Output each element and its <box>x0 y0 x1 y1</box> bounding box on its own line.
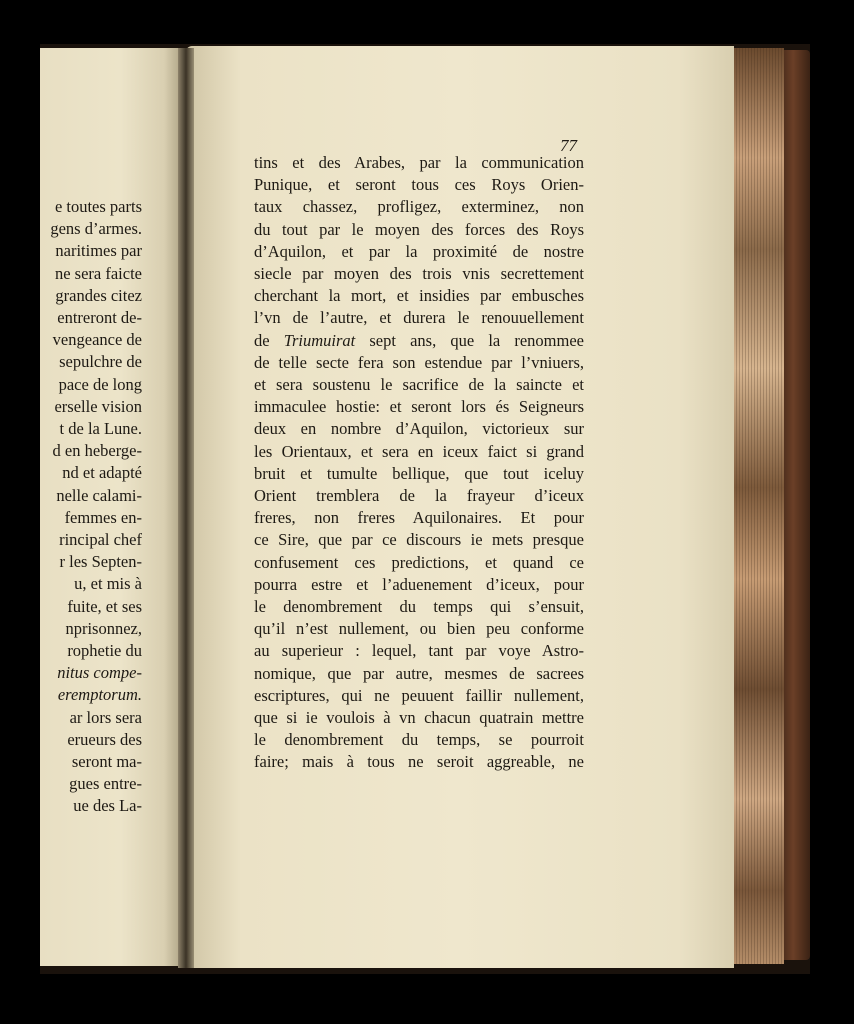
body-text-line: l’vn de l’autre, et durera le renouuellement <box>254 308 584 328</box>
left-text-line: ne sera faicte <box>54 263 142 283</box>
left-text-line: femmes en- <box>64 507 142 527</box>
body-text-line: Orient tremblera de la frayeur d’iceux <box>254 486 584 506</box>
left-text-line: sepulchre de <box>59 352 142 372</box>
left-text-line: erueurs des <box>67 729 142 749</box>
body-text-line: Punique, et seront tous ces Roys Orien- <box>254 175 584 195</box>
left-text-line: erselle vision <box>54 396 142 416</box>
left-text-line: entreront de- <box>57 308 142 328</box>
body-text-line: le denombrement du temps qui s’ensuit, <box>254 597 584 617</box>
body-text-line: taux chassez, profligez, exterminez, non <box>254 197 584 217</box>
left-page <box>40 48 186 966</box>
left-text-line: gues entre- <box>69 774 142 794</box>
left-page-text <box>40 196 142 818</box>
body-text-line: bruit et tumulte bellique, que tout iceluy <box>254 463 584 483</box>
left-text-line: pace de long <box>58 374 142 394</box>
right-page-text <box>254 152 584 774</box>
body-text-line: freres, non freres Aquilonaires. Et pour <box>254 508 584 528</box>
left-text-line: seront ma- <box>71 752 142 772</box>
left-text-line: t de la Lune. <box>59 419 142 439</box>
left-text-line: gens d’armes. <box>50 219 142 239</box>
body-text-line: nomique, que par autre, mesmes de sacrees <box>254 663 584 683</box>
body-text-line: immaculee hostie: et seront lors és Seigneurs <box>254 397 584 417</box>
body-text-line: que si ie voulois à vn chacun quatrain mettre <box>254 708 584 728</box>
body-text-line: le denombrement du temps, se pourroit <box>254 730 584 750</box>
left-text-line: u, et mis à <box>74 574 142 594</box>
body-text-line: au superieur : lequel, tant par voye Astro- <box>254 641 584 661</box>
left-text-line: nprisonnez, <box>65 618 142 638</box>
book-gutter <box>178 48 194 968</box>
body-text-line: du tout par le moyen des forces des Roys <box>254 219 584 239</box>
body-text-line: deux en nombre d’Aquilon, victorieux sur <box>254 419 584 439</box>
italic-word: Triumuirat <box>283 330 356 350</box>
body-text-line: faire; mais à tous ne seroit aggreable, ne <box>254 752 584 772</box>
left-text-line: rophetie du <box>67 641 142 661</box>
body-text-line: ce Sire, que par ce discours ie mets presque <box>254 530 584 550</box>
body-text-line: cherchant la mort, et insidies par embusches <box>254 286 584 306</box>
body-text-line: confusement ces predictions, et quand ce <box>254 552 584 572</box>
left-text-line: nd et adapté <box>62 463 142 483</box>
body-text-line: de telle secte fera son estendue par l’vniuers, <box>254 352 584 372</box>
left-text-line: ue des La- <box>73 796 142 816</box>
left-text-line: fuite, et ses <box>67 596 142 616</box>
body-text-line: de Triumuirat sept ans, que la renommee <box>254 330 584 350</box>
left-text-line: d en heberge- <box>52 441 142 461</box>
body-text-line: qu’il n’est nullement, ou bien peu conforme <box>254 619 584 639</box>
left-text-line: rincipal chef <box>59 530 142 550</box>
left-text-line: grandes citez <box>55 285 142 305</box>
left-text-line: nelle calami- <box>56 485 142 505</box>
left-text-line: r les Septen- <box>59 552 142 572</box>
body-text-line: tins et des Arabes, par la communication <box>254 153 584 172</box>
left-text-line: vengeance de <box>52 330 142 350</box>
left-text-line: e toutes parts <box>54 197 142 216</box>
left-text-line: ar lors sera <box>69 707 142 727</box>
body-text-line: siecle par moyen des trois vnis secrettement <box>254 264 584 284</box>
left-text-line: eremptorum. <box>57 685 142 705</box>
body-text-line: d’Aquilon, et par la proximité de nostre <box>254 241 584 261</box>
body-text-line: les Orientaux, et sera en iceux faict si grand <box>254 441 584 461</box>
body-text-line: pourra estre et l’aduenement d’iceux, pour <box>254 574 584 594</box>
body-text-line: escriptures, qui ne peuuent faillir nullement, <box>254 685 584 705</box>
page-number: 77 <box>560 136 577 155</box>
book-cover-edge <box>782 50 810 960</box>
left-text-line: nitus compe- <box>57 663 142 683</box>
left-text-line: naritimes par <box>55 241 142 261</box>
body-text-line: et sera soustenu le sacrifice de la saincte et <box>254 375 584 395</box>
